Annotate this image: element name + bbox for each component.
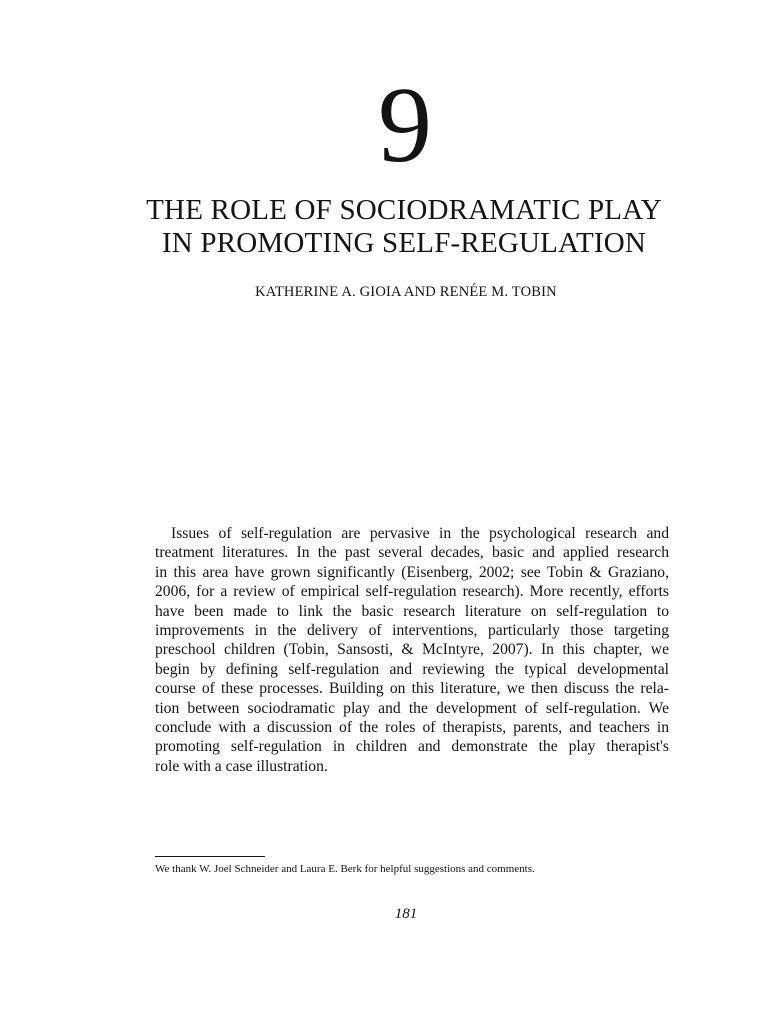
chapter-title-line-1: THE ROLE OF SOCIODRAMATIC PLAY [146,194,662,226]
paragraph-line: treatment literatures. In the past several decades, basic and applied research [155,544,669,562]
opening-paragraph [155,524,669,776]
paragraph-line: conclude with a discussion of the roles of therapists, parents, and teachers in [155,719,669,737]
paragraph-line: Issues of self-regulation are pervasive in the psychological research and [171,525,669,542]
chapter-number: 9 [378,66,432,185]
paragraph-line: promoting self-regulation in children and demonstrate the play therapist's [155,738,669,756]
paragraph-line: have been made to link the basic research literature on self-regulation to [155,602,669,620]
chapter-title-line-2: IN PROMOTING SELF-REGULATION [161,227,647,259]
chapter-authors: KATHERINE A. GIOIA AND RENÉE M. TOBIN [255,284,557,300]
paragraph-line: begin by defining self-regulation and reviewing the typical developmental [155,660,669,678]
page-number: 181 [394,906,418,922]
chapter-title [0,194,768,260]
paragraph-line: preschool children (Tobin, Sansosti, & McIntyre, 2007). In this chapter, we [155,641,669,659]
paragraph-line: 2006, for a review of empirical self-regulation research). More recently, efforts [155,583,669,601]
paragraph-line: tion between sociodramatic play and the development of self-regulation. We [155,699,669,717]
footnote: We thank W. Joel Schneider and Laura E. Berk for helpful suggestions and comments. [155,863,535,875]
footnote-divider [155,856,265,857]
paragraph-line: course of these processes. Building on this literature, we then discuss the rela- [155,680,669,698]
paragraph-line: role with a case illustration. [155,757,328,775]
paragraph-line: improvements in the delivery of interventions, particularly those targeting [155,622,669,640]
paragraph-line: in this area have grown significantly (Eisenberg, 2002; see Tobin & Graziano, [155,563,669,581]
